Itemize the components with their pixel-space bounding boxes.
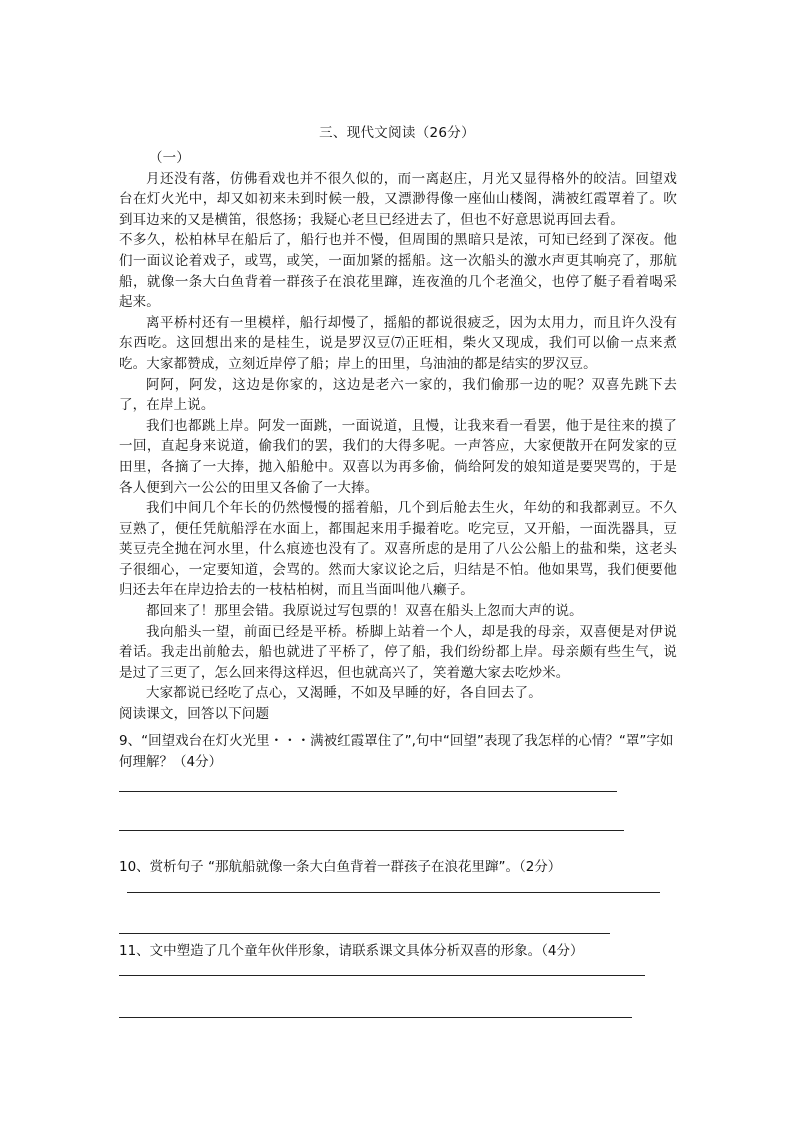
- passage-paragraph-7: 都回来了！那里会错。我原说过写包票的！双喜在船头上忽而大声的说。: [146, 603, 583, 620]
- answer-line-10-1[interactable]: [127, 892, 660, 893]
- question-11: 11、文中塑造了几个童年伙伴形象，请联系课文具体分析双喜的形象。（4分）: [119, 943, 584, 959]
- passage-paragraph-8: 我向船头一望，前面已经是平桥。桥脚上站着一个人，却是我的母亲，双喜便是对伊说着话。我走出前舱去，船也就进了平桥了，停了船，我们纷纷都上岸。母亲颇有些生气，说是过了三更了，怎么回来得这样迟，但也就高兴了，笑着邀大家去吃炒米。: [119, 623, 677, 681]
- answer-line-11-2[interactable]: [119, 1017, 632, 1018]
- question-10: 10、赏析句子 “那航船就像一条大白鱼背着一群孩子在浪花里蹿”。（2分）: [119, 859, 562, 875]
- section-title: 三、现代文阅读（26分）: [319, 125, 475, 141]
- question-9: 9、“回望戏台在灯火光里・・・满被红霞罩住了”,句中“回望”表现了我怎样的心情？“罩”字如何理解？（4分）: [119, 733, 674, 770]
- passage-paragraph-2: 不多久，松柏林早在船后了，船行也并不慢，但周围的黑暗只是浓，可知已经到了深夜。他们一面议论着戏子，或骂，或笑，一面加紧的摇船。这一次船头的激水声更其响亮了，那航船，就像一条大白鱼背着一群孩子在浪花里蹿，连夜渔的几个老渔父，也停了艇子看着喝采起来。: [119, 232, 677, 311]
- passage-paragraph-4: 阿阿，阿发，这边是你家的，这边是老六一家的，我们偷那一边的呢？双喜先跳下去了，在岸上说。: [119, 376, 677, 414]
- answer-line-11-1[interactable]: [119, 975, 645, 976]
- reading-instruction: 阅读课文，回答以下问题: [119, 706, 270, 723]
- passage-paragraph-1: 月还没有落，仿佛看戏也并不很久似的，而一离赵庄，月光又显得格外的皎洁。回望戏台在灯火光中，却又如初来未到时候一般，又漂渺得像一座仙山楼阁，满被红霞罩着了。吹到耳边来的又是横笛，很悠扬；我疑心老旦已经进去了，但也不好意思说再回去看。: [119, 170, 677, 228]
- passage-paragraph-3: 离平桥村还有一里模样，船行却慢了，摇船的都说很疲乏，因为太用力，而且许久没有东西吃。这回想出来的是桂生，说是罗汉豆⑺正旺相，柴火又现成，我们可以偷一点来煮吃。大家都赞成，立刻近岸停了船；岸上的田里，乌油油的都是结实的罗汉豆。: [119, 314, 677, 372]
- answer-line-10-2[interactable]: [119, 933, 610, 934]
- passage-paragraph-9: 大家都说已经吃了点心，又渴睡，不如及早睡的好，各自回去了。: [146, 685, 542, 702]
- passage-paragraph-5: 我们也都跳上岸。阿发一面跳，一面说道，且慢，让我来看一看罢，他于是往来的摸了一回，直起身来说道，偷我们的罢，我们的大得多呢。一声答应，大家便散开在阿发家的豆田里，各摘了一大捧，抛入船舱中。双喜以为再多偷，倘给阿发的娘知道是要哭骂的，于是各人便到六一公公的田里又各偷了一大捧。: [119, 417, 677, 496]
- reading-passage: [119, 148, 677, 725]
- part-label: （一）: [149, 150, 190, 166]
- passage-paragraph-6: 我们中间几个年长的仍然慢慢的摇着船，几个到后舱去生火，年幼的和我都剥豆。不久豆熟了，便任凭航船浮在水面上，都围起来用手撮着吃。吃完豆，又开船，一面洗器具，豆荚豆壳全抛在河水里，什么痕迹也没有了。双喜所虑的是用了八公公船上的盐和柴，这老头子很细心，一定要知道，会骂的。然而大家议论之后，归结是不怕。他如果骂，我们便要他归还去年在岸边拾去的一枝枯柏树，而且当面叫他八癞子。: [119, 500, 677, 599]
- answer-line-9-2[interactable]: [119, 830, 624, 831]
- answer-line-9-1[interactable]: [119, 791, 617, 792]
